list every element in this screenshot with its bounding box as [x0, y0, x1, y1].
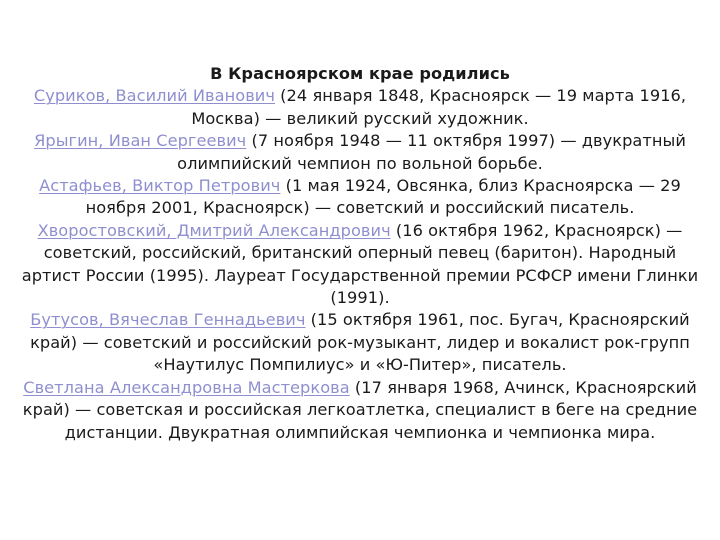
entry-description: (1 мая 1924, Овсянка, близ Красноярска — 29 ноября 2001, Красноярск) — советский и российский писатель. [85, 176, 681, 218]
person-link-hvorostovsky[interactable]: Хворостовский, Дмитрий Александрович [37, 220, 391, 240]
person-link-yarygin[interactable]: Ярыгин, Иван Сергеевич [34, 131, 247, 151]
entry-surikov [14, 85, 706, 130]
person-link-butusov[interactable]: Бутусов, Вячеслав Геннадьевич [30, 310, 306, 330]
entry-description: (16 октября 1962, Красноярск) — советский, российский, британский оперный певец (баритон). Народный артист России (1995). Лауреат Государственной премии РСФСР имени Глинки (1991). [21, 220, 699, 308]
entry-description: (24 января 1848, Красноярск — 19 марта 1916, Москва) — великий русский художник. [191, 86, 687, 128]
person-link-astafyev[interactable]: Астафьев, Виктор Петрович [39, 176, 281, 196]
entry-description: (15 октября 1961, пос. Бугач, Красноярский край) — советский и российский рок-музыкант, лидер и вокалист рок-групп «Наутилус Помпилиус» и «Ю-Питер», писатель. [30, 310, 690, 375]
entry-description: (17 января 1968, Ачинск, Красноярский край) — советская и российская легкоатлетка, специалист в беге на средние дистанции. Двукратная олимпийская чемпионка и чемпионка мира. [22, 377, 698, 442]
slide-content [14, 63, 706, 444]
entry-astafyev [14, 175, 706, 220]
person-link-surikov[interactable]: Суриков, Василий Иванович [33, 86, 275, 106]
person-link-masterkova[interactable]: Светлана Александровна Мастеркова [23, 377, 350, 397]
entry-description: (7 ноября 1948 — 11 октября 1997) — двукратный олимпийский чемпион по вольной борьбе. [177, 131, 686, 173]
slide-heading: В Красноярском крае родились [210, 64, 510, 83]
entry-butusov [14, 309, 706, 376]
entry-yarygin [14, 130, 706, 175]
entry-masterkova [14, 377, 706, 444]
entry-hvorostovsky [14, 220, 706, 310]
